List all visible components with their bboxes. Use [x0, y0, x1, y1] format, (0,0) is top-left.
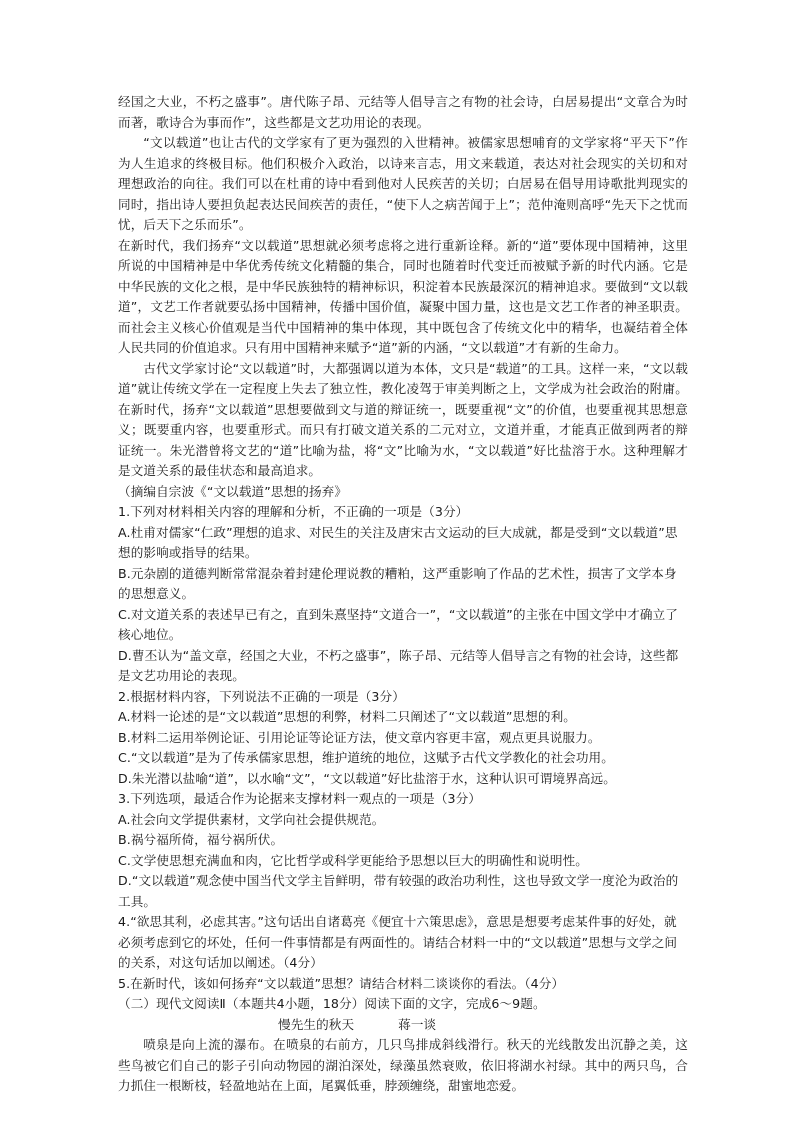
option-c: C.“文以载道”是为了传承儒家思想，维护道统的地位，这赋予古代文学教化的社会功用。: [118, 750, 614, 765]
story-title-line: [118, 1015, 688, 1036]
option-d: D.“文以载道”观念使中国当代文学主旨鲜明，带有较强的政治功利性，这也导致文学一度沦为政治的工具。: [118, 873, 679, 909]
passage-paragraph-4: 古代文学家讨论“文以载道”时，大都强调以道为本体，文只是“载道”的工具。这样一来，“文以载道”就让传统文学在一定程度上失去了独立性，教化凌驾于审美判断之上，文学成为社会政治的附庸。在新时代，扬弃“文以载道”思想要做到文与道的辩证统一，既要重视“文”的价值，也要重视其思想意义；既要重内容，也要重形式。而只有打破文道关系的二元对立，文道并重，才能真正做到两者的辩证统一。朱光潜曾将文艺的“道”比喻为盐，将“文”比喻为水，“文以载道”好比盐溶于水。这种理解才是文道关系的最佳状态和最高追求。: [118, 360, 688, 478]
question-stem: 1.下列对材料相关内容的理解和分析，不正确的一项是（3分）: [118, 504, 469, 519]
option-d: D.朱光潜以盐喻“道”，以水喻“文”，“文以载道”好比盐溶于水，这种认识可谓境界高远。: [118, 770, 616, 786]
option-b: B.元杂剧的道德判断常常混杂着封建伦理说教的糟粕，这严重影响了作品的艺术性，损害了文学本身的思想意义。: [118, 565, 677, 601]
option-a: A.社会向文学提供素材，文学向社会提供规范。: [118, 811, 385, 827]
passage-paragraph-1: 经国之大业，不朽之盛事”。唐代陈子昂、元结等人倡导言之有物的社会诗，白居易提出“文章合为时而著，歌诗合为事而作”，这些都是文艺功用论的表现。: [118, 94, 688, 130]
question-1: [118, 502, 688, 687]
option-b: B.材料二运用举例论证、引用论证等论证方法，使文章内容更丰富，观点更具说服力。: [118, 729, 601, 745]
story-author: 蒋一谈: [398, 1016, 437, 1032]
story-title: 慢先生的秋天: [278, 1016, 355, 1032]
option-c: C.文学使思想充满血和肉，它比哲学或科学更能给予思想以巨大的明确性和说明性。: [118, 852, 588, 868]
option-a: A.杜甫对儒家“仁政”理想的追求、对民生的关注及唐宋古文运动的巨大成就，都是受到“文以载道”思想的影响或指导的结果。: [118, 524, 678, 560]
option-a: A.材料一论述的是“文以载道”思想的利弊，材料二只阐述了“文以载道”思想的利。: [118, 709, 576, 724]
passage-paragraph-2: “文以载道”也让古代的文学家有了更为强烈的入世精神。被儒家思想哺育的文学家将“平天下”作为人生追求的终极目标。他们积极介入政治，以诗来言志，用文来载道，表达对社会现实的关切和对理想政治的向往。我们可以在杜甫的诗中看到他对人民疾苦的关切；白居易在倡导用诗歌批判现实的同时，指出诗人要担负起表达民间疾苦的责任，“使下人之病苦闻于上”；范仲淹则高呼“先天下之忧而忧，后天下之乐而乐”。: [118, 135, 688, 232]
option-c: C.对文道关系的表述早已有之，直到朱熹坚持“文道合一”，“文以载道”的主张在中国文学中才确立了核心地位。: [118, 606, 678, 642]
question-stem: 3.下列选项，最适合作为论据来支撑材料一观点的一项是（3分）: [118, 791, 482, 806]
section-heading: （二）现代文阅读Ⅱ（本题共4小题，18分）阅读下面的文字，完成6～9题。: [118, 996, 546, 1011]
passage-source: （摘编自宗波《“文以载道”思想的扬弃》: [118, 483, 348, 499]
question-2: [118, 687, 688, 790]
option-b: B.祸兮福所倚，福兮祸所伏。: [118, 832, 284, 847]
option-d: D.曹丕认为“盖文章，经国之大业，不朽之盛事”，陈子昂、元结等人倡导言之有物的社会诗，这些都是文艺功用论的表现。: [118, 647, 679, 683]
question-stem: 2.根据材料内容，下列说法不正确的一项是（3分）: [118, 688, 405, 704]
exam-page: [118, 92, 688, 1097]
question-4: 4.“欲思其利，必虑其害。”这句话出自诸葛亮《便宜十六策思虑》，意思是想要考虑某件事的好处，就必须考虑到它的坏处，任何一件事情都是有两面性的。请结合材料一中的“文以载道”思想与文学之间的关系，对这句话加以阐述。（4分）: [118, 914, 678, 970]
question-5: 5.在新时代，该如何扬弃“文以载道”思想？请结合材料二谈谈你的看法。（4分）: [118, 975, 565, 991]
passage-paragraph-3: 在新时代，我们扬弃“文以载道”思想就必须考虑将之进行重新诠释。新的“道”要体现中国精神，这里所说的中国精神是中华优秀传统文化精髓的集合，同时也随着时代变迁而被赋予新的时代内涵。它是中华民族的文化之根，是中华民族独特的精神标识，积淀着本民族最深沉的精神追求。要做到“文以载道”，文艺工作者就要弘扬中国精神，传播中国价值，凝聚中国力量，这也是文艺工作者的神圣职责。而社会主义核心价值观是当代中国精神的集中体现，其中既包含了传统文化中的精华，也凝结着全体人民共同的价值追求。只有用中国精神来赋予“道”新的内涵，“文以载道”才有新的生命力。: [118, 237, 688, 355]
story-paragraph: 喷泉是向上流的瀑布。在喷泉的右前方，几只鸟排成斜线滑行。秋天的光线散发出沉静之美，这些鸟被它们自己的影子引向动物园的湖泊深处，绿藻虽然衰败，依旧将湖水衬绿。其中的两只鸟，合力抓住一根断枝，轻盈地站在上面，尾翼低垂，脖颈缠绕，甜蜜地恋爱。: [118, 1037, 688, 1093]
question-3: [118, 789, 688, 912]
